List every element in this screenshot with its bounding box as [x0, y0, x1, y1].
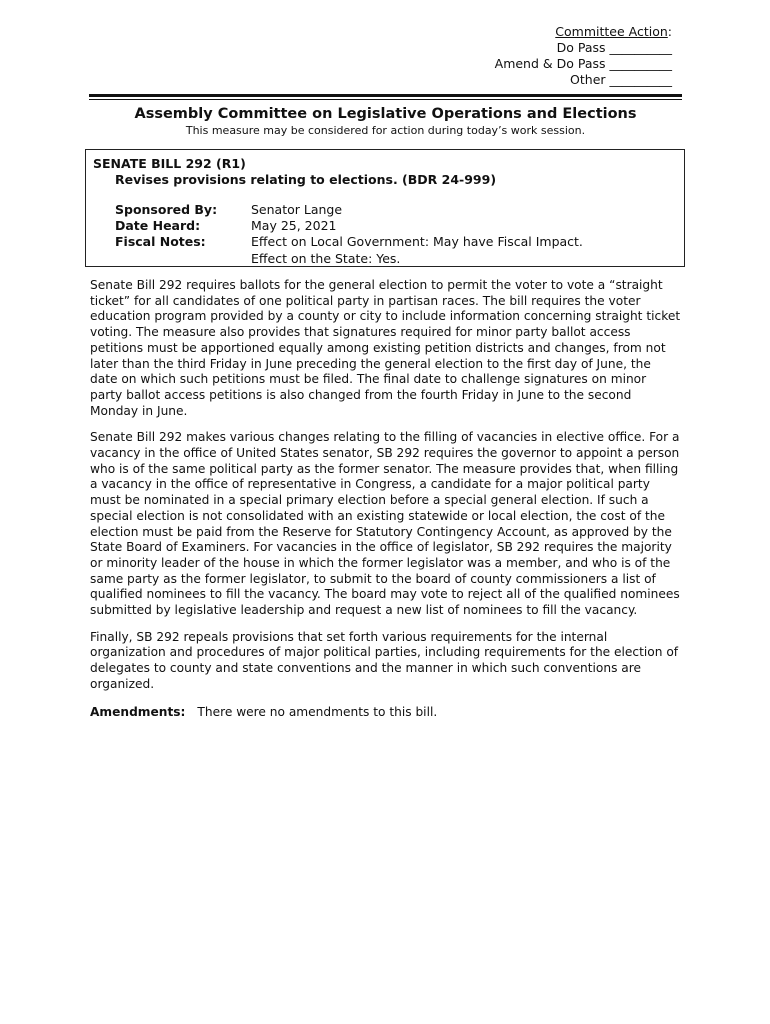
- fiscal-notes-spacer: [115, 250, 251, 267]
- fiscal-notes-label: Fiscal Notes:: [115, 234, 206, 249]
- amendments-line: [90, 705, 682, 721]
- body-paragraph: Senate Bill 292 makes various changes relating to the filling of vacancies in elective office. For a vacancy in the office of United States senator, SB 292 requires the governor to appoint a person who is of the same political party as the former senator. The measure provides that, when filling a vacancy in the office of representative in Congress, a candidate for a major political party must be nominated in a special primary election before a special general election. If such a special election is not consolidated with an existing statewide or local election, the cost of the election must be paid from the Reserve for Statutory Contingency Account, as approved by the State Board of Examiners. For vacancies in the office of legislator, SB 292 requires the majority or minority leader of the house in which the former legislator was a member, and who is of the same party as the former legislator, to submit to the board of county commissioners a list of qualified nominees to fill the vacancy. The board may vote to reject all of the qualified nominees submitted by legislative leadership and request a new list of nominees to fill the vacancy.: [90, 430, 680, 618]
- bill-description: Revises provisions relating to elections. (BDR 24-999): [115, 172, 497, 187]
- header-rule-thick: [89, 94, 682, 97]
- committee-action-block: [495, 24, 672, 88]
- date-heard-label: Date Heard:: [115, 218, 201, 233]
- fiscal-note-local: Effect on Local Government: May have Fiscal Impact.: [251, 234, 583, 249]
- bill-number: SENATE BILL 292 (R1): [93, 156, 246, 171]
- other-line: Other __________: [570, 72, 672, 87]
- header-rule-thin: [89, 99, 682, 100]
- fiscal-note-state: Effect on the State: Yes.: [251, 251, 401, 266]
- do-pass-line: Do Pass __________: [556, 40, 672, 55]
- amendments-text: There were no amendments to this bill.: [197, 704, 438, 719]
- amend-do-pass-line: Amend & Do Pass __________: [494, 56, 672, 71]
- sponsored-by-label: Sponsored By:: [115, 202, 218, 217]
- work-session-note: This measure may be considered for action during today’s work session.: [185, 124, 586, 137]
- body-paragraph: Finally, SB 292 repeals provisions that set forth various requirements for the internal organization and procedures of major political parties, including requirements for the election of delegates to county and state conventions and the manner in which such conventions are organized.: [90, 629, 679, 691]
- committee-action-title: Committee Action: [555, 24, 668, 39]
- date-heard-value: May 25, 2021: [251, 218, 337, 233]
- bill-body: [90, 278, 682, 720]
- committee-action-colon: :: [667, 24, 672, 39]
- amendments-label: Amendments:: [90, 704, 186, 719]
- bill-meta: [115, 202, 677, 267]
- body-paragraph: Senate Bill 292 requires ballots for the general election to permit the voter to vote a “straight ticket” for all candidates of one political party in partisan races. The bill requires the voter education program provided by a county or city to include information concerning straight ticket voting. The measure also provides that signatures required for minor party ballot access petitions must be apportioned equally among existing petition districts and changes, from not later than the third Friday in June preceding the general election to the first day of June, the date on which such petitions must be filed. The final date to challenge signatures on minor party ballot access petitions is also changed from the fourth Friday in June to the second Monday in June.: [90, 278, 681, 418]
- committee-title: Assembly Committee on Legislative Operations and Elections: [134, 106, 637, 122]
- sponsored-by-value: Senator Lange: [251, 202, 343, 217]
- bill-summary-box: [85, 149, 685, 267]
- committee-action-title-line: [495, 24, 672, 40]
- document-heading: [89, 105, 682, 138]
